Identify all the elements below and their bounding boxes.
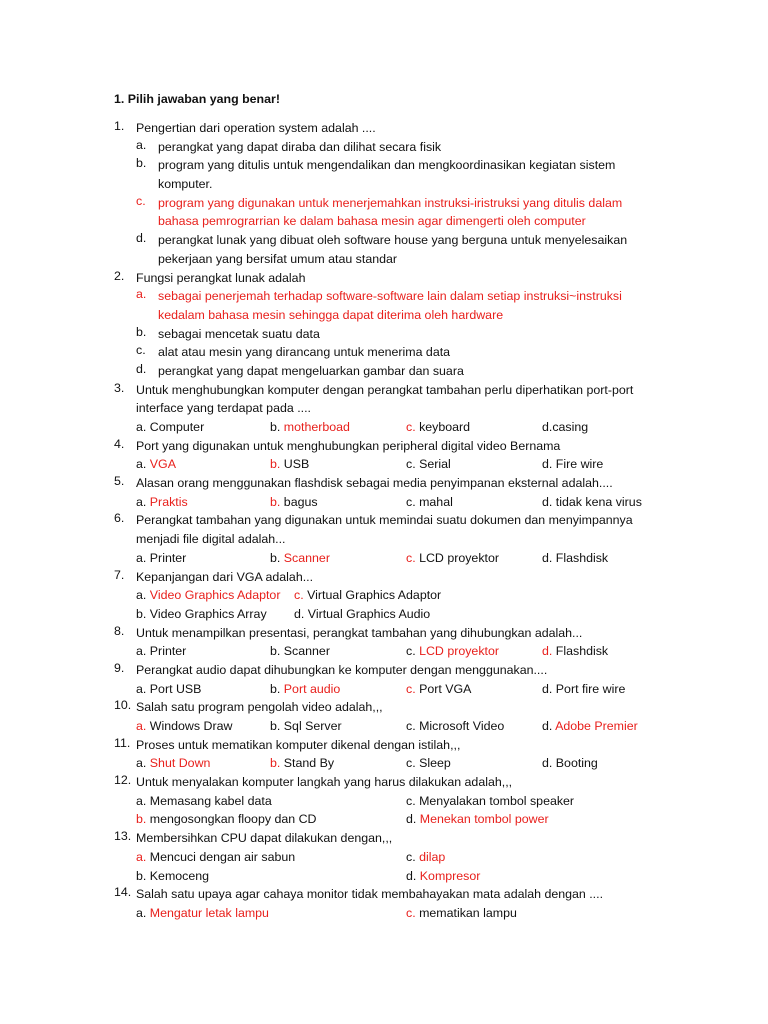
option-text: bagus: [283, 494, 318, 509]
option-text: mengosongkan floopy dan CD: [149, 812, 317, 827]
question-text: Proses untuk mematikan komputer dikenal dengan istilah,,,: [136, 737, 461, 752]
option-letter: d.: [542, 494, 553, 509]
question-number: 13.: [114, 829, 132, 844]
option: [136, 717, 232, 736]
option-letter: d.: [136, 361, 147, 376]
option: [136, 194, 674, 231]
option-text: Port VGA: [419, 681, 472, 696]
option-text: Printer: [149, 644, 187, 659]
option-letter: b.: [270, 681, 281, 696]
question-number: 1.: [114, 119, 125, 133]
option-text: Sleep: [419, 756, 451, 771]
question-text: Kepanjangan dari VGA adalah...: [136, 569, 314, 584]
option-text: Memasang kabel data: [149, 793, 272, 808]
option: [136, 605, 267, 624]
question-number: 12.: [114, 773, 132, 788]
option-letter: b.: [136, 868, 147, 883]
option-text: Shut Down: [149, 756, 211, 771]
option-text: perangkat yang dapat mengeluarkan gambar dan suara: [158, 363, 464, 378]
option-letter: d.: [406, 868, 417, 883]
option: [406, 904, 517, 923]
option-text: Scanner: [283, 644, 330, 659]
option-text: Booting: [555, 756, 598, 771]
option-letter: c.: [294, 588, 304, 603]
option: [136, 867, 209, 886]
option: [542, 418, 588, 437]
question-item: [114, 437, 674, 474]
option-text: USB: [283, 457, 310, 472]
option-row: [136, 549, 674, 568]
question-item: [114, 773, 674, 829]
option-text: Sql Server: [283, 719, 342, 733]
question-number: 6.: [114, 511, 125, 526]
option-text: Kemoceng: [149, 868, 210, 883]
option-letter: b.: [270, 494, 281, 509]
option: [542, 717, 638, 736]
question-text: Fungsi perangkat lunak adalah: [136, 270, 306, 285]
option-row: [136, 680, 674, 699]
option-letter: c.: [406, 550, 416, 565]
option-letter: d.: [542, 644, 553, 659]
option: [406, 455, 451, 474]
option: [406, 680, 471, 699]
option-letter: b.: [136, 156, 147, 171]
option-text: Adobe Premier: [555, 719, 638, 733]
option-letter: b.: [136, 606, 147, 621]
option-text: Video Graphics Array: [149, 606, 267, 621]
question-item: [114, 736, 674, 773]
option: [136, 455, 176, 474]
option: [136, 362, 674, 381]
question-item: [114, 119, 674, 269]
option-row: [136, 493, 674, 512]
question-text: Untuk menyalakan komputer langkah yang harus dilakukan adalah,,,: [136, 775, 513, 790]
option: [406, 754, 451, 773]
option: [542, 680, 625, 699]
option-letter: a.: [136, 719, 147, 733]
option-text: Port audio: [283, 681, 341, 696]
option-letter: a.: [136, 588, 147, 603]
option-text: sebagai mencetak suatu data: [158, 326, 320, 341]
option-text: Menyalakan tombol speaker: [419, 793, 575, 808]
option-letter: d.: [542, 681, 553, 696]
option-letter: c.: [406, 420, 416, 434]
option-letter: c.: [406, 494, 416, 509]
question-item: [114, 829, 674, 885]
option-letter: d.: [294, 606, 305, 621]
option-letter: d.: [542, 550, 553, 565]
option-text: Fire wire: [555, 457, 604, 472]
option-letter: a.: [136, 849, 147, 864]
question-number: 3.: [114, 380, 125, 395]
question-text: Salah satu program pengolah video adalah,,,: [136, 700, 383, 715]
option-text: perangkat lunak yang dibuat oleh software house yang berguna untuk menyelesaikan: [158, 233, 628, 248]
question-item: [114, 661, 674, 698]
option: [294, 605, 430, 624]
question-number: 9.: [114, 660, 125, 675]
option-letter: a.: [136, 420, 147, 434]
option: [294, 586, 441, 605]
option-letter: b.: [136, 324, 147, 339]
question-list: [114, 119, 674, 923]
option-text: VGA: [149, 457, 176, 472]
option-text: kedalam bahasa mesin sehingga dapat diterima oleh hardware: [158, 307, 504, 322]
question-item: [114, 885, 674, 922]
option: [136, 231, 674, 268]
page-title: 1. Pilih jawaban yang benar!: [114, 92, 280, 106]
option-letter: c.: [406, 719, 416, 733]
option-text: Virtual Graphics Adaptor: [307, 588, 442, 603]
question-text: Salah satu upaya agar cahaya monitor tidak membahayakan mata adalah dengan ....: [136, 887, 604, 902]
question-number: 5.: [114, 474, 125, 489]
option-letter: a.: [136, 457, 147, 472]
option-row: [136, 642, 674, 661]
option: [136, 325, 674, 344]
option-letter: a.: [136, 550, 147, 565]
option-letter: b.: [270, 756, 281, 771]
option-letter: a.: [136, 756, 147, 771]
option-text: Windows Draw: [149, 719, 233, 733]
option-text: Scanner: [283, 550, 330, 565]
question-number: 8.: [114, 623, 125, 638]
question-item: [114, 474, 674, 511]
option-text: Computer: [149, 420, 205, 434]
question-item: [114, 698, 674, 735]
option-row: [136, 904, 674, 923]
question-text: Untuk menghubungkan komputer dengan perangkat tambahan perlu diperhatikan port-port: [136, 382, 634, 397]
option: [136, 848, 295, 867]
option-row: [136, 848, 674, 867]
option-text: mahal: [419, 494, 453, 509]
option-text: sebagai penerjemah terhadap software-software lain dalam setiap instruksi~instruksi: [158, 289, 622, 304]
option: [270, 642, 330, 661]
option-row: [136, 717, 674, 736]
option-letter: a.: [136, 905, 147, 920]
option: [542, 493, 642, 512]
option: [136, 138, 674, 157]
option-letter: c.: [136, 193, 146, 208]
option-letter: b.: [270, 719, 281, 733]
question-number: 2.: [114, 268, 125, 283]
option: [542, 642, 608, 661]
option-letter: c.: [406, 756, 416, 771]
option-text: Serial: [419, 457, 451, 472]
option: [136, 418, 204, 437]
option-letter: a.: [136, 137, 147, 152]
question-item: [114, 624, 674, 661]
option-letter: d.: [136, 231, 147, 246]
option: [136, 549, 186, 568]
option-text: Port USB: [149, 681, 202, 696]
option-text: perangkat yang dapat diraba dan dilihat secara fisik: [158, 139, 442, 154]
option-letter: c.: [406, 644, 416, 659]
option-text: motherboad: [283, 420, 350, 434]
option-text: program yang digunakan untuk menerjemahkan instruksi-iristruksi yang ditulis dalam: [158, 195, 623, 210]
option: [136, 642, 186, 661]
option: [136, 680, 201, 699]
option: [542, 549, 608, 568]
question-text: menjadi file digital adalah...: [136, 532, 286, 547]
option: [406, 810, 549, 829]
option-text: Flashdisk: [555, 644, 609, 659]
option-letter: c.: [406, 681, 416, 696]
option-row: [136, 455, 674, 474]
option-text: program yang ditulis untuk mengendalikan dan mengkoordinasikan kegiatan sistem: [158, 158, 616, 173]
question-number: 4.: [114, 436, 125, 451]
option-text: d.casing: [542, 420, 589, 434]
option-text: LCD proyektor: [419, 644, 499, 659]
option: [406, 549, 499, 568]
option-letter: b.: [270, 644, 281, 659]
option: [136, 586, 280, 605]
option-text: Mencuci dengan air sabun: [149, 849, 296, 864]
option: [406, 792, 574, 811]
option-text: Mengatur letak lampu: [149, 905, 269, 920]
option-letter: a.: [136, 494, 147, 509]
option-text: Microsoft Video: [419, 719, 505, 733]
option-row: [136, 418, 674, 437]
option-text: mematikan lampu: [419, 905, 517, 920]
option-text: Port fire wire: [555, 681, 626, 696]
option: [136, 156, 674, 193]
option: [136, 754, 210, 773]
option: [136, 904, 269, 923]
option-row: [136, 605, 674, 624]
option-row: [136, 810, 674, 829]
option-text: Video Graphics Adaptor: [149, 588, 281, 603]
option-text: keyboard: [419, 420, 471, 434]
option: [406, 493, 453, 512]
option: [406, 642, 499, 661]
question-text: Perangkat tambahan yang digunakan untuk memindai suatu dokumen dan menyimpannya: [136, 513, 633, 528]
question-number: 14.: [114, 885, 132, 900]
question-text: interface yang terdapat pada ....: [136, 401, 311, 416]
option-letter: c.: [406, 793, 416, 808]
option-letter: c.: [406, 457, 416, 472]
option: [136, 343, 674, 362]
question-item: [114, 381, 674, 437]
option: [270, 493, 318, 512]
question-text: Membersihkan CPU dapat dilakukan dengan,,,: [136, 831, 393, 846]
option-letter: d.: [542, 719, 553, 733]
option: [542, 455, 603, 474]
option-letter: d.: [406, 812, 417, 827]
option-row: [136, 867, 674, 886]
option-text: Printer: [149, 550, 187, 565]
question-number: 11.: [114, 735, 131, 750]
option-text: komputer.: [158, 177, 213, 192]
question-text: Perangkat audio dapat dihubungkan ke komputer dengan menggunakan....: [136, 662, 548, 677]
option: [270, 717, 342, 736]
option-letter: a.: [136, 681, 147, 696]
option-letter: d.: [542, 756, 553, 771]
option: [270, 754, 334, 773]
option-text: bahasa pemrograrrian ke dalam bahasa mesin agar dimengerti oleh computer: [158, 214, 586, 229]
option-letter: a.: [136, 287, 147, 302]
question-text: Untuk menampilkan presentasi, perangkat tambahan yang dihubungkan adalah...: [136, 625, 583, 640]
option-letter: b.: [136, 812, 147, 827]
option: [270, 680, 340, 699]
option: [136, 792, 272, 811]
option-text: Virtual Graphics Audio: [307, 606, 431, 621]
option: [406, 867, 480, 886]
option-row: [136, 754, 674, 773]
option-letter: c.: [406, 905, 416, 920]
option: [542, 754, 598, 773]
question-text: Alasan orang menggunakan flashdisk sebagai media penyimpanan eksternal adalah....: [136, 476, 613, 491]
option-letter: a.: [136, 793, 147, 808]
question-text: Pengertian dari operation system adalah ....: [136, 121, 376, 135]
option-letter: b.: [270, 550, 281, 565]
option: [270, 549, 330, 568]
option-text: Kompresor: [419, 868, 481, 883]
question-number: 10.: [114, 698, 132, 713]
question-item: [114, 269, 674, 381]
option-letter: b.: [270, 420, 281, 434]
option: [406, 418, 470, 437]
option-row: [136, 586, 674, 605]
option: [270, 455, 309, 474]
option: [136, 493, 188, 512]
option-text: Praktis: [149, 494, 188, 509]
option-letter: d.: [542, 457, 553, 472]
option-letter: a.: [136, 644, 147, 659]
option-text: pekerjaan yang bersifat umum atau standar: [158, 251, 398, 266]
option-letter: c.: [136, 343, 146, 358]
option: [406, 848, 445, 867]
question-text: Port yang digunakan untuk menghubungkan peripheral digital video Bernama: [136, 438, 561, 453]
option-text: Stand By: [283, 756, 335, 771]
option-text: LCD proyektor: [419, 550, 499, 565]
option-text: alat atau mesin yang dirancang untuk menerima data: [158, 345, 451, 360]
option: [136, 810, 317, 829]
option-text: Menekan tombol power: [419, 812, 549, 827]
option: [270, 418, 350, 437]
option-letter: b.: [270, 457, 281, 472]
option-row: [136, 792, 674, 811]
option-text: dilap: [419, 849, 446, 864]
question-number: 7.: [114, 567, 125, 582]
option-text: Flashdisk: [555, 550, 609, 565]
question-item: [114, 568, 674, 624]
option-text: tidak kena virus: [555, 494, 642, 509]
option: [406, 717, 504, 736]
option-letter: c.: [406, 849, 416, 864]
question-item: [114, 511, 674, 567]
option: [136, 287, 674, 324]
